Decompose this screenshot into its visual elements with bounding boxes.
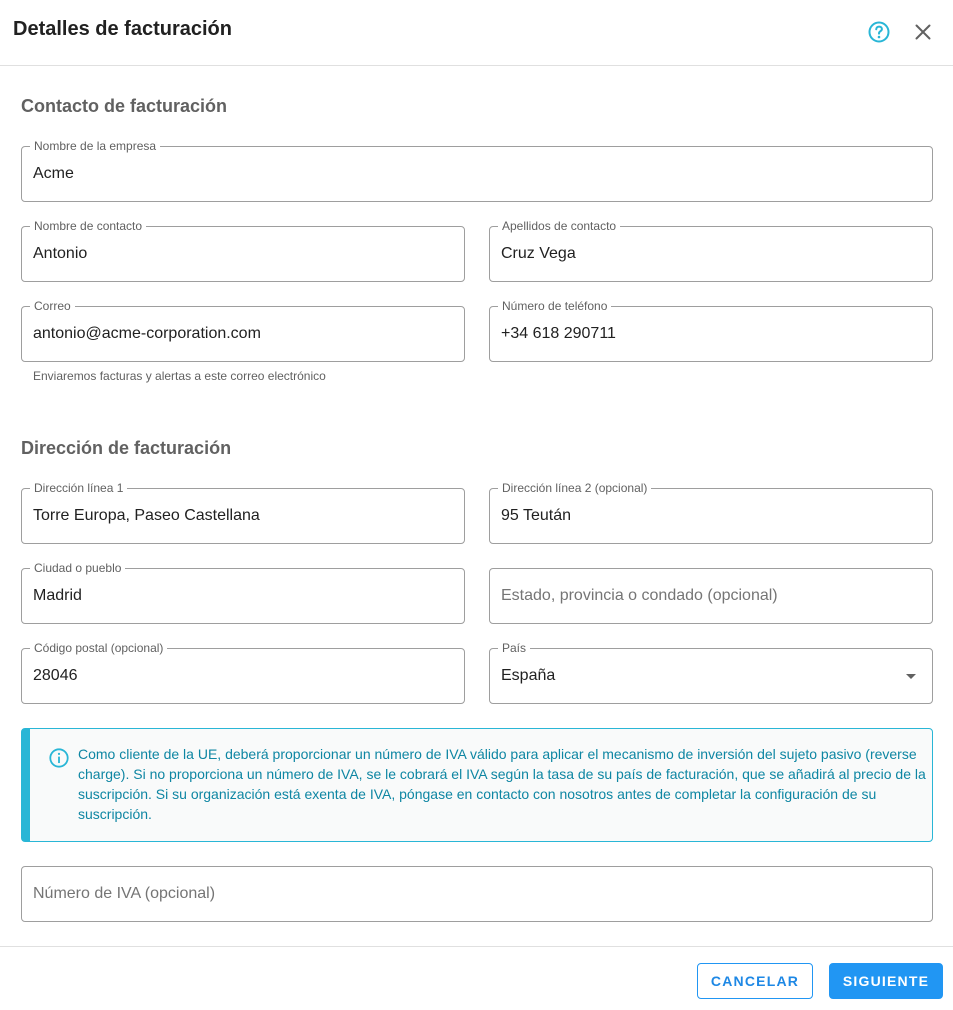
state-field[interactable] — [489, 568, 933, 624]
address-line2-value: 95 Teután — [501, 507, 571, 524]
contact-first-name-field[interactable] — [21, 219, 465, 282]
email-label: Correo — [30, 299, 75, 313]
company-name-field[interactable] — [21, 139, 933, 202]
postal-code-label: Código postal (opcional) — [30, 641, 167, 655]
vat-number-field[interactable] — [21, 866, 933, 922]
next-button[interactable]: SIGUIENTE — [829, 963, 943, 999]
address-line1-value: Torre Europa, Paseo Castellana — [33, 507, 260, 524]
contact-last-name-value: Cruz Vega — [501, 245, 576, 262]
address-line2-label: Dirección línea 2 (opcional) — [498, 481, 651, 495]
city-label: Ciudad o pueblo — [30, 561, 125, 575]
country-value: España — [501, 667, 556, 684]
close-icon[interactable] — [911, 20, 935, 44]
info-circle-icon — [48, 747, 70, 769]
city-field[interactable] — [21, 561, 465, 624]
cancel-button[interactable]: CANCELAR — [697, 963, 813, 999]
contact-last-name-field[interactable] — [489, 219, 933, 282]
postal-code-value: 28046 — [33, 667, 78, 684]
company-name-label: Nombre de la empresa — [30, 139, 160, 153]
contact-last-name-label: Apellidos de contacto — [498, 219, 620, 233]
state-placeholder: Estado, provincia o condado (opcional) — [501, 587, 778, 604]
vat-number-placeholder: Número de IVA (opcional) — [33, 885, 216, 902]
country-select[interactable] — [489, 641, 933, 704]
chevron-down-icon[interactable] — [906, 674, 916, 679]
email-field[interactable] — [21, 299, 465, 362]
address-line1-label: Dirección línea 1 — [30, 481, 127, 495]
vat-info-text: Como cliente de la UE, deberá proporcionar un número de IVA válido para aplicar el mecanismo de inversión del sujeto pasivo (reverse charge). Si no proporciona un número de IVA, se le cobrará el IVA según la tasa de su país de facturación, que se añadirá al precio de la suscripción. Si su organización está exenta de IVA, póngase en contacto con nosotros antes de completar la configuración de su suscripción. — [78, 746, 926, 822]
email-helper-text: Enviaremos facturas y alertas a este correo electrónico — [33, 369, 326, 383]
help-circle-icon[interactable] — [867, 20, 891, 44]
phone-value: +34 618 290711 — [501, 325, 616, 342]
dialog-title: Detalles de facturación — [13, 18, 232, 40]
contact-first-name-label: Nombre de contacto — [30, 219, 146, 233]
email-value: antonio@acme-corporation.com — [33, 325, 261, 342]
phone-field[interactable] — [489, 299, 933, 362]
contact-first-name-value: Antonio — [33, 245, 88, 262]
vat-info-alert — [21, 728, 933, 842]
country-label: País — [498, 641, 530, 655]
company-name-value: Acme — [33, 165, 74, 182]
address-line2-field[interactable] — [489, 481, 933, 544]
dialog-header — [0, 0, 953, 66]
postal-code-field[interactable] — [21, 641, 465, 704]
address-line1-field[interactable] — [21, 481, 465, 544]
city-value: Madrid — [33, 587, 82, 604]
address-section-title: Dirección de facturación — [21, 438, 232, 458]
phone-label: Número de teléfono — [498, 299, 611, 313]
contact-section-title: Contacto de facturación — [21, 96, 228, 116]
